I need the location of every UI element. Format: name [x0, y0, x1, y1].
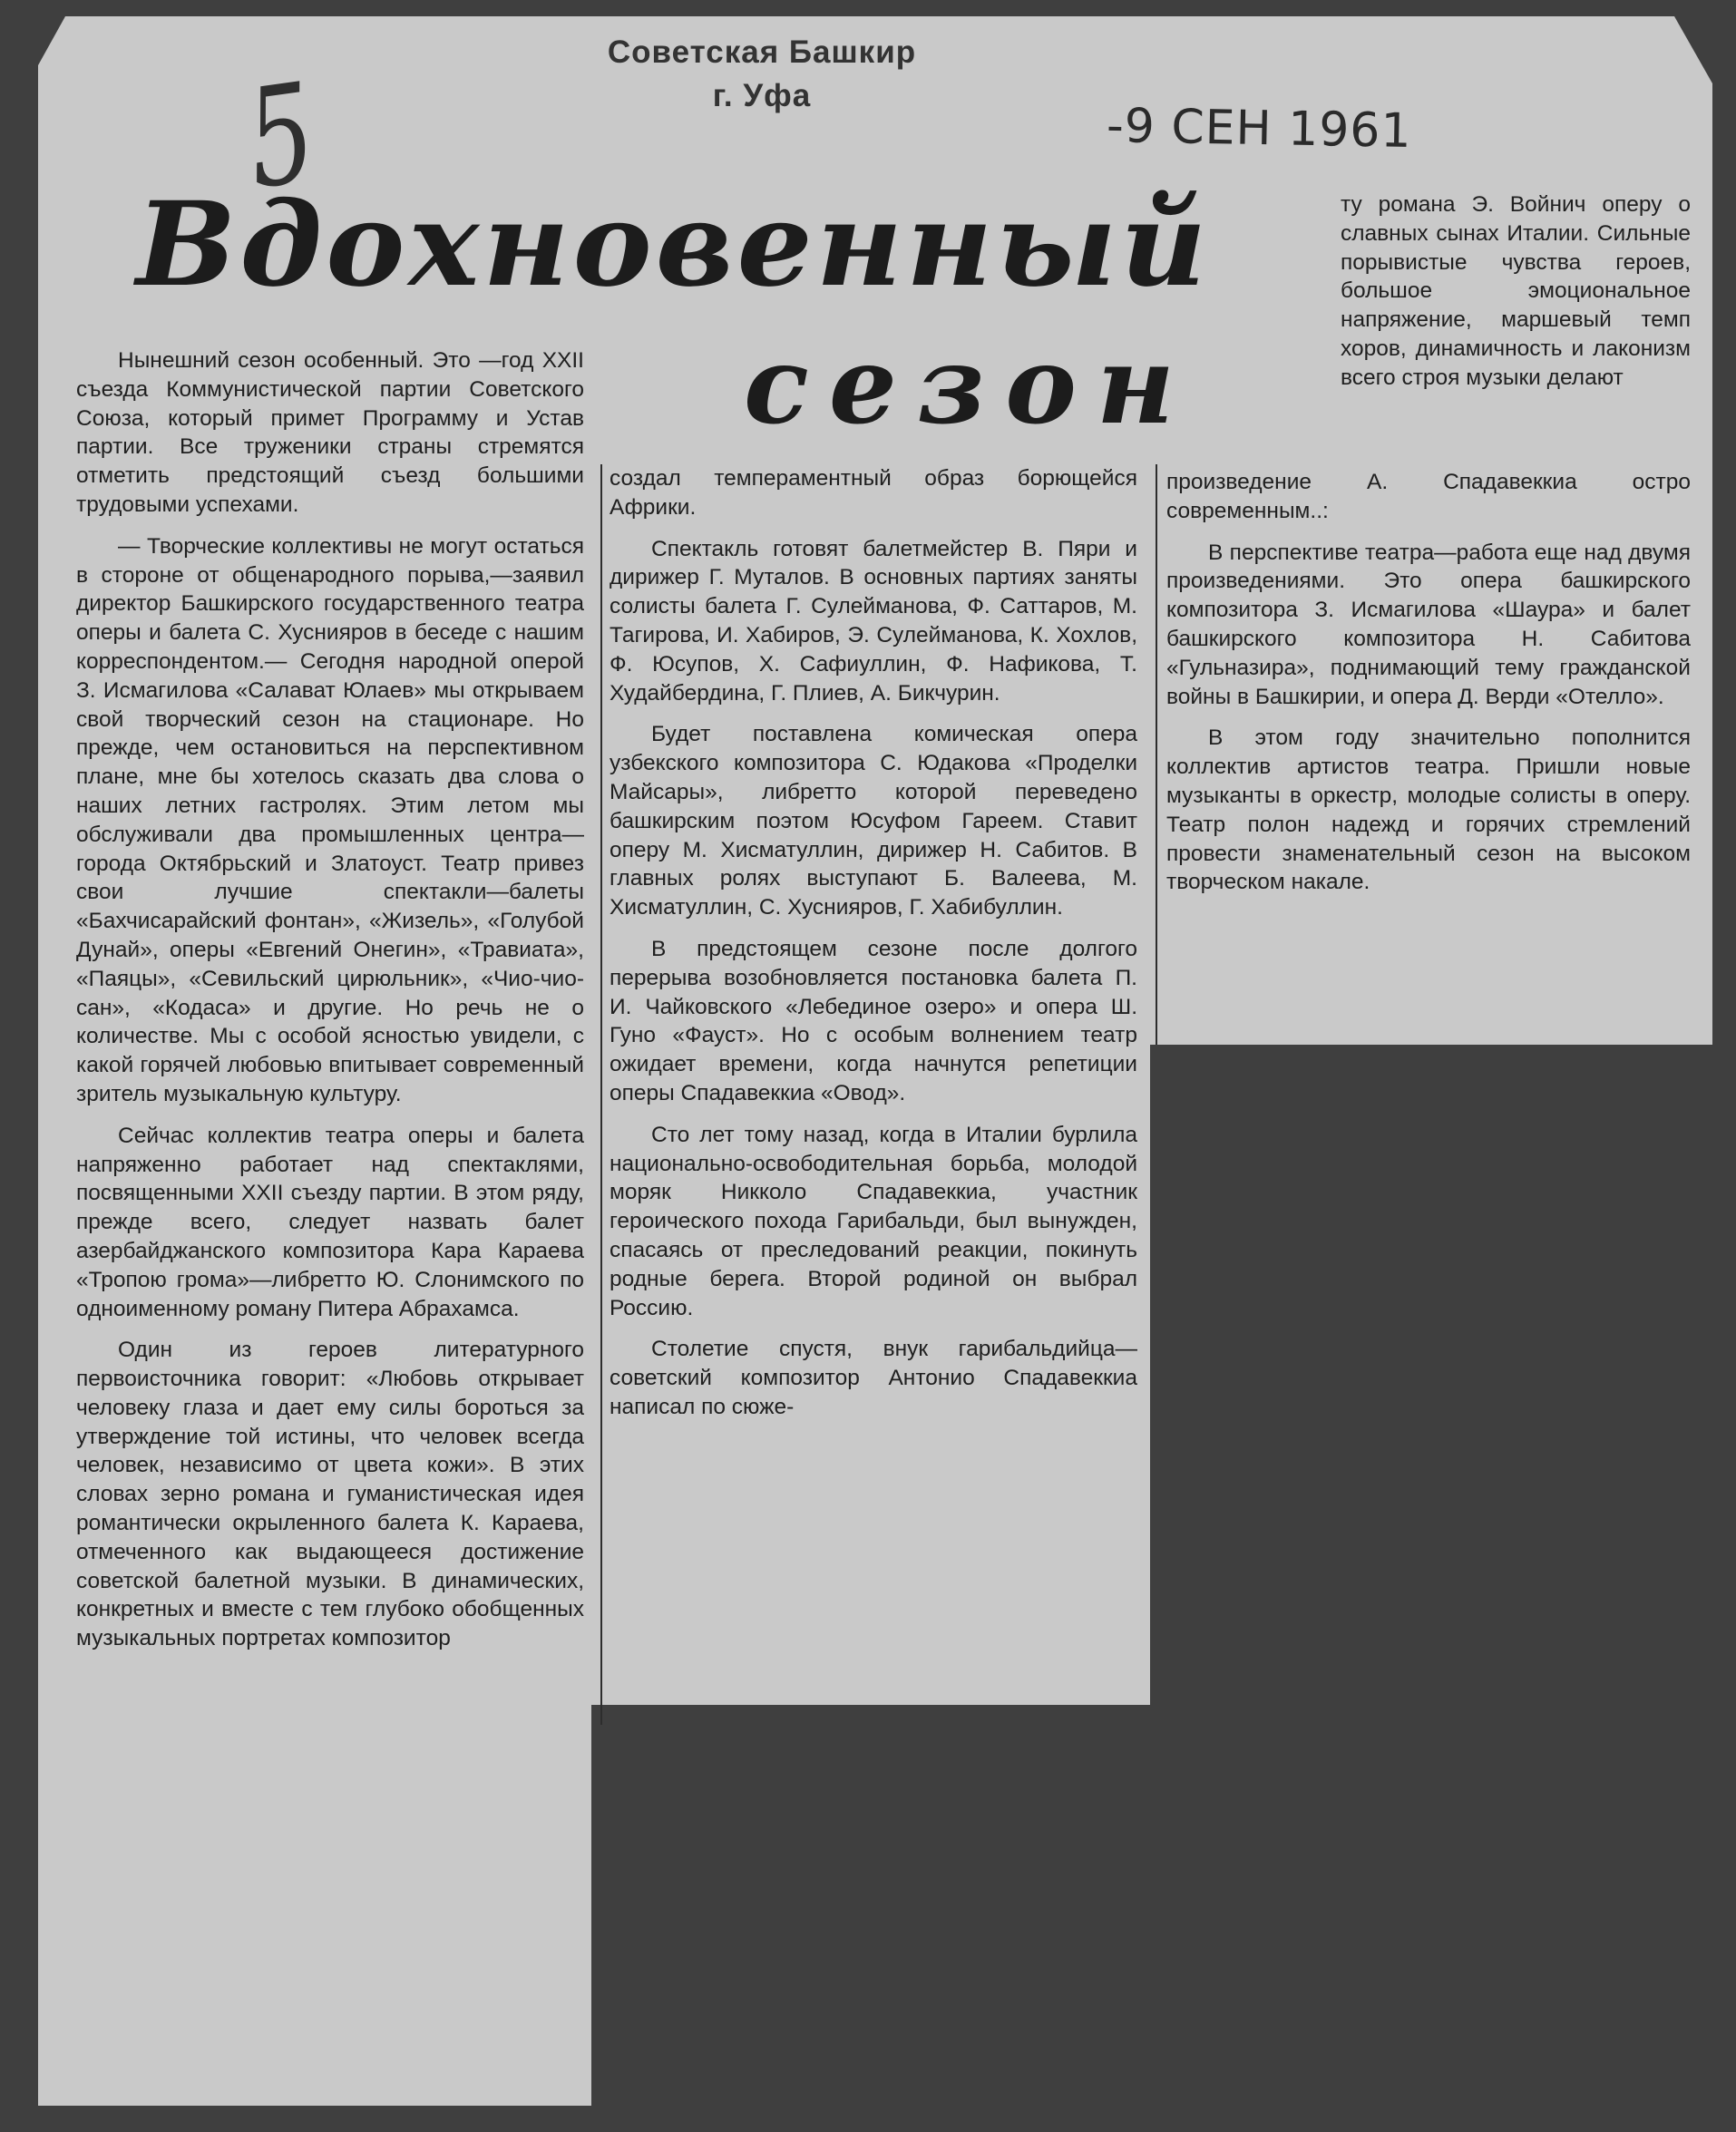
handwritten-number: 5: [238, 54, 325, 220]
paragraph: Нынешний сезон особенный. Это —год XXII съезда Коммунистической партии Советского Союза, который примет Программу и Устав партии. Все труженики страны стремятся отметить предстоящий съезд большими трудовыми успехами.: [76, 348, 584, 517]
headline-line-2: сезон: [744, 322, 1195, 448]
column-rule-2: [1156, 464, 1157, 1045]
masthead: [508, 31, 1016, 118]
article-column-3-top: [1341, 190, 1691, 405]
paragraph: В перспективе театра—работа еще над двумя произведениями. Это опера башкирского композитора З. Исмагилова «Шаура» и балет башкирского композитора Н. Сабитова «Гульназира», поднимающий тему гражданской войны в Башкирии, и опера Д. Верди «Отелло».: [1166, 540, 1691, 709]
paragraph: Спектакль готовят балетмейстер В. Пяри и дирижер Г. Муталов. В основных партиях заняты солисты балета Г. Сулейманова, Ф. Саттаров, М. Тагирова, И. Хабиров, Э. Сулейманова, К. Хохлов, Ф. Юсупов, Х. Сафиуллин, Ф. Нафикова, Т. Худайбердина, Г. Плиев, А. Бикчурин.: [610, 536, 1137, 706]
newspaper-city: г. Уфа: [712, 78, 812, 113]
article-column-2: [610, 464, 1137, 1435]
paragraph: создал темпераментный образ борющейся Африки.: [610, 466, 1137, 520]
paragraph: — Творческие коллективы не могут остаться в стороне от общенародного порыва,—заявил директор Башкирского государственного театра оперы и балета С. Хуснияров в беседе с нашим корреспондентом.— Сегодня народной оперой З. Исмагилова «Салават Юлаев» мы открываем свой творческий сезон на стационаре. Но прежде, чем остановиться на перспективном плане, мне бы хотелось сказать два слова о наших летних гастролях. Этим летом мы обслуживали два промышленных центра—города Октябрьский и Златоуст. Театр привез свои лучшие спектакли—балеты «Бахчисарайский фонтан», «Жизель», «Голубой Дунай», оперы «Евгений Онегин», «Травиата», «Паяцы», «Севильский цирюльник», «Чио-чио-сан», «Кодаса» и другие. Но речь не о количестве. Мы с особой ясностью увидели, с какой горячей любовью впитывает современный зритель музыкальную культуру.: [76, 533, 584, 1106]
headline-line-1: Вдохновенный: [136, 177, 1211, 313]
date-stamp: -9 СЕН 1961: [1106, 99, 1413, 159]
paragraph: ту романа Э. Войнич оперу о славных сынах Италии. Сильные порывистые чувства героев, большое эмоциональное напряжение, маршевый темп хоров, динамичность и лаконизм всего строя музыки делают: [1341, 192, 1691, 390]
paragraph: В предстоящем сезоне после долгого перерыва возобновляется постановка балета П. И. Чайковского «Лебединое озеро» и опера Ш. Гуно «Фауст». Но с особым волнением театр ожидает времени, когда начнутся репетиции оперы Спадавеккиа «Овод».: [610, 936, 1137, 1105]
column-rule-1: [600, 464, 602, 1725]
paragraph: В этом году значительно пополнится коллектив артистов театра. Пришли новые музыканты в оркестр, молодые солисты в оперу. Театр полон надежд и горячих стремлений провести знаменательный сезон на высоком творческом накале.: [1166, 725, 1691, 895]
paragraph: Сто лет тому назад, когда в Италии бурлила национально-освободительная борьба, молодой моряк Никколо Спадавеккиа, участник героического похода Гарибальди, был вынужден, спасаясь от преследований реакции, покинуть родные берега. Второй родиной он выбрал Россию.: [610, 1122, 1137, 1320]
article-column-1: [76, 346, 584, 1666]
paragraph: Один из героев литературного первоисточника говорит: «Любовь открывает человеку глаза и дает ему силы бороться за утверждение той истины, что человек всегда человек, независимо от цвета кожи». В этих словах зерно романа и гуманистическая идея романтически окрыленного балета К. Караева, отмеченного как выдающееся достижение советской балетной музыки. В динамических, конкретных и вместе с тем глубоко обобщенных музыкальных портретах композитор: [76, 1338, 584, 1651]
article-column-3: [1166, 468, 1691, 910]
paragraph: Сейчас коллектив театра оперы и балета напряженно работает над спектаклями, посвященными XXII съезду партии. В этом ряду, прежде всего, следует назвать балет азербайджанского композитора Кара Караева «Тропою грома»—либретто Ю. Слонимского по одноименному роману Питера Абрахамса.: [76, 1123, 584, 1321]
paragraph: Будет поставлена комическая опера узбекского композитора С. Юдакова «Проделки Майсары», либретто которой переведено башкирским поэтом Юсуфом Гареем. Ставит оперу М. Хисматуллин, дирижер Н. Сабитов. В главных ролях выступают Б. Валеева, М. Хисматуллин, С. Хуснияров, Г. Хабибуллин.: [610, 722, 1137, 920]
paragraph: Столетие спустя, внук гарибальдийца—советский композитор Антонио Спадавеккиа написал по сюже-: [610, 1337, 1137, 1419]
paragraph: произведение А. Спадавеккиа остро современным..:: [1166, 470, 1691, 523]
newspaper-name: Советская Башкир: [607, 34, 917, 70]
